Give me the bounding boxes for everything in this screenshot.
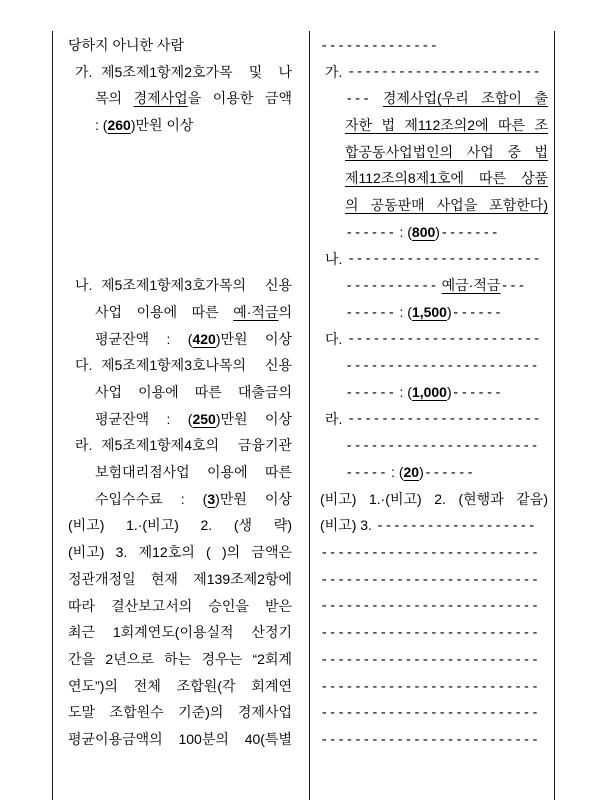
rev-item-ga-amended-text: 합공동사업법인의 사업 중 법 (345, 143, 548, 160)
rev-item-na-amount-value: 1,500 (411, 303, 447, 320)
top-dash-line (320, 32, 548, 59)
amount-suffix: )만원 이상 (215, 410, 292, 427)
unchanged-dashes: -------------------------- (320, 651, 540, 668)
amount-suffix: ) (446, 303, 452, 320)
rev-item-na-marker: 나. (325, 250, 343, 267)
item-na-line-2-start: 사업 이용에 따른 (95, 303, 234, 320)
rev-item-ra-amount-value: 20 (403, 464, 420, 480)
rev-item-ga-amount-value: 800 (411, 223, 436, 240)
rev-item-ra-line-2 (320, 432, 548, 459)
amount-prefix: : ( (395, 223, 412, 240)
item-ga-marker: 가. (75, 63, 93, 80)
unchanged-dashes: ------ (451, 304, 503, 321)
remark-3-line: 연도”)의 전체 조합원(각 회계연 (68, 677, 292, 694)
rev-item-ga-line-2 (320, 85, 548, 112)
remark-3-line: 도말 조합원수 기준)의 경제사업 (68, 704, 292, 721)
amount-suffix: )만원 이상 (215, 490, 292, 507)
dash-line (320, 646, 548, 673)
unchanged-dashes: ----------------------- (347, 63, 541, 80)
dash-line (320, 566, 548, 593)
dash-line (320, 699, 548, 726)
rev-remark-3-line (320, 512, 548, 539)
rev-item-ga-line-4 (320, 139, 548, 166)
dash-line (320, 619, 548, 646)
rev-item-ga-amended-text: 경제사업(우리 조합이 출 (382, 90, 548, 107)
rev-item-da-amount-value: 1,000 (411, 383, 447, 400)
amount-prefix: : ( (395, 303, 412, 320)
dash-line (320, 673, 548, 700)
rev-item-ga-amended-text: 의 공동판매 사업을 포함한다) (345, 197, 548, 214)
amount-suffix: ) (435, 223, 440, 240)
unchanged-dashes: ------ (345, 224, 396, 241)
unchanged-dashes: --- (345, 91, 371, 108)
item-ga-line-2-start: 목의 (95, 90, 134, 107)
unchanged-dashes: ------ (345, 304, 396, 321)
rev-item-da-marker: 다. (325, 330, 343, 347)
rev-item-ga-amended-text: 제112조의8제1호에 따른 상품 (345, 170, 548, 187)
rev-item-ga-line-5 (320, 165, 548, 192)
amount-prefix: 평균잔액 : ( (95, 410, 193, 427)
item-da-line-1 (68, 352, 292, 379)
remark-3-line: 평균이용금액의 100분의 40(특별 (68, 730, 292, 747)
amount-prefix: : ( (395, 383, 412, 400)
rev-remark-1-2-line: (비고) 1.·(비고) 2. (현행과 같음) (320, 490, 548, 507)
item-ra-text: 제5조제1항제4호의 금융기관 (101, 437, 292, 454)
item-ga-underlined-term: 경제사업 (133, 90, 188, 107)
item-da-line-2: 사업 이용에 따른 대출금의 (95, 384, 292, 400)
item-na-line-1 (68, 272, 292, 299)
item-ga-line-2-end: 을 이용한 금액 (187, 90, 292, 107)
rev-item-na-line-1 (320, 246, 548, 273)
item-ga-text: 제5조제1항제2호가목 및 나 (101, 63, 292, 80)
item-ra-amount-value: 3 (207, 490, 216, 507)
rev-item-ra-marker: 라. (325, 410, 343, 427)
rev-item-na-amount-line (320, 299, 548, 326)
unchanged-dashes: ------ (451, 384, 503, 401)
rev-item-ga-amended-text: 자한 법 제112조의2에 따른 조 (345, 117, 548, 134)
unchanged-dashes: ----------------------- (347, 250, 541, 267)
item-ga-amount-line (68, 112, 292, 139)
dash-line (320, 726, 548, 753)
unchanged-dashes: -------------------------- (320, 731, 540, 748)
item-na-marker: 나. (75, 277, 93, 294)
unchanged-dashes: -------------------------- (320, 678, 540, 695)
item-na-underlined-term: 예·적금 (233, 303, 279, 320)
unchanged-dashes: ------------------- (375, 518, 536, 535)
revised-text-column (320, 32, 548, 753)
unchanged-dashes: ----------------------- (345, 358, 539, 375)
table-right-border (554, 31, 555, 800)
unchanged-dashes: ----------------------- (347, 410, 541, 427)
item-da-marker: 다. (75, 357, 93, 374)
item-ga-line-2 (68, 85, 292, 112)
unchanged-dashes: -------------------------- (320, 598, 540, 615)
unchanged-dashes: -------------------------- (320, 571, 540, 588)
item-ga-line-1 (68, 59, 292, 86)
item-na-amount-value: 420 (192, 330, 216, 347)
current-text-column (68, 32, 292, 753)
unchanged-dashes: -------------------------- (320, 545, 540, 562)
item-na-amount-line (68, 326, 292, 353)
unchanged-dashes: ----------------------- (345, 438, 539, 455)
unchanged-dashes: ----------- (345, 278, 438, 295)
rev-item-ga-line-3 (320, 112, 548, 139)
amount-suffix: ) (419, 464, 424, 480)
rev-item-ga-marker: 가. (325, 63, 343, 80)
intro-line: 당하지 아니한 사람 (68, 37, 184, 53)
unchanged-dashes: ----------------------- (347, 330, 541, 347)
amount-suffix: ) (446, 383, 452, 400)
rev-item-ra-amount-line (320, 459, 548, 486)
unchanged-dashes: -------------------------- (320, 625, 540, 642)
item-ga-amount-value: 260 (107, 117, 131, 134)
amount-suffix: )만원 이상 (130, 117, 194, 134)
blank-space (68, 139, 292, 273)
item-ra-marker: 라. (75, 437, 93, 454)
rev-item-na-amended-term: 예금·적금 (441, 277, 501, 294)
rev-item-ga-line-6 (320, 192, 548, 219)
item-na-line-2-end: 의 (278, 303, 292, 320)
item-na-line-2 (68, 299, 292, 326)
unchanged-dashes: --- (500, 278, 526, 295)
amount-prefix: : ( (387, 464, 404, 480)
table-left-border (52, 31, 53, 800)
amount-prefix: : ( (95, 117, 108, 134)
unchanged-dashes: ------- (439, 224, 499, 241)
amount-prefix: 평균잔액 : ( (95, 330, 193, 347)
item-ra-amount-line (68, 486, 292, 513)
item-na-text: 제5조제1항제3호가목의 신용 (101, 277, 292, 294)
rev-item-da-line-1 (320, 326, 548, 353)
rev-remark-3-label: (비고) 3. (320, 517, 376, 534)
item-da-amount-line (68, 406, 292, 433)
remark-3-line: 간을 2년으로 하는 경우는 “2회계 (68, 650, 292, 667)
rev-item-da-amount-line (320, 379, 548, 406)
remark-3-line: 따라 결산보고서의 승인을 받은 (68, 597, 292, 614)
rev-item-ra-line-1 (320, 406, 548, 433)
rev-item-ga-amount-line (320, 219, 548, 246)
remark-3-line: (비고) 3. 제12호의 ( )의 금액은 (68, 544, 292, 561)
rev-item-ga-line-1 (320, 59, 548, 86)
unchanged-dashes: ------ (423, 465, 475, 481)
rev-item-da-line-2 (320, 352, 548, 379)
item-ra-line-1 (68, 432, 292, 459)
remark-3-line: 정관개정일 현재 제139조제2항에 (68, 570, 292, 587)
dash-line (320, 592, 548, 619)
unchanged-dashes: -------------------------- (320, 705, 540, 722)
amount-suffix: )만원 이상 (215, 330, 292, 347)
item-da-amount-value: 250 (192, 410, 216, 427)
rev-item-na-line-2 (320, 272, 548, 299)
unchanged-dashes: ----- (345, 465, 388, 481)
dash-line (320, 539, 548, 566)
unchanged-dashes: ------ (345, 384, 396, 401)
amount-prefix: 수입수수료 : ( (95, 490, 208, 507)
item-ra-line-2: 보험대리점사업 이용에 따른 (95, 464, 292, 481)
table-column-divider (309, 31, 310, 800)
remark-3-line: 최근 1회계연도(이용실적 산정기 (68, 624, 292, 641)
remark-1-2-line: (비고) 1.·(비고) 2. (생 략) (68, 517, 292, 534)
unchanged-dashes: -------------- (320, 38, 439, 54)
item-da-text: 제5조제1항제3호나목의 신용 (101, 357, 292, 374)
